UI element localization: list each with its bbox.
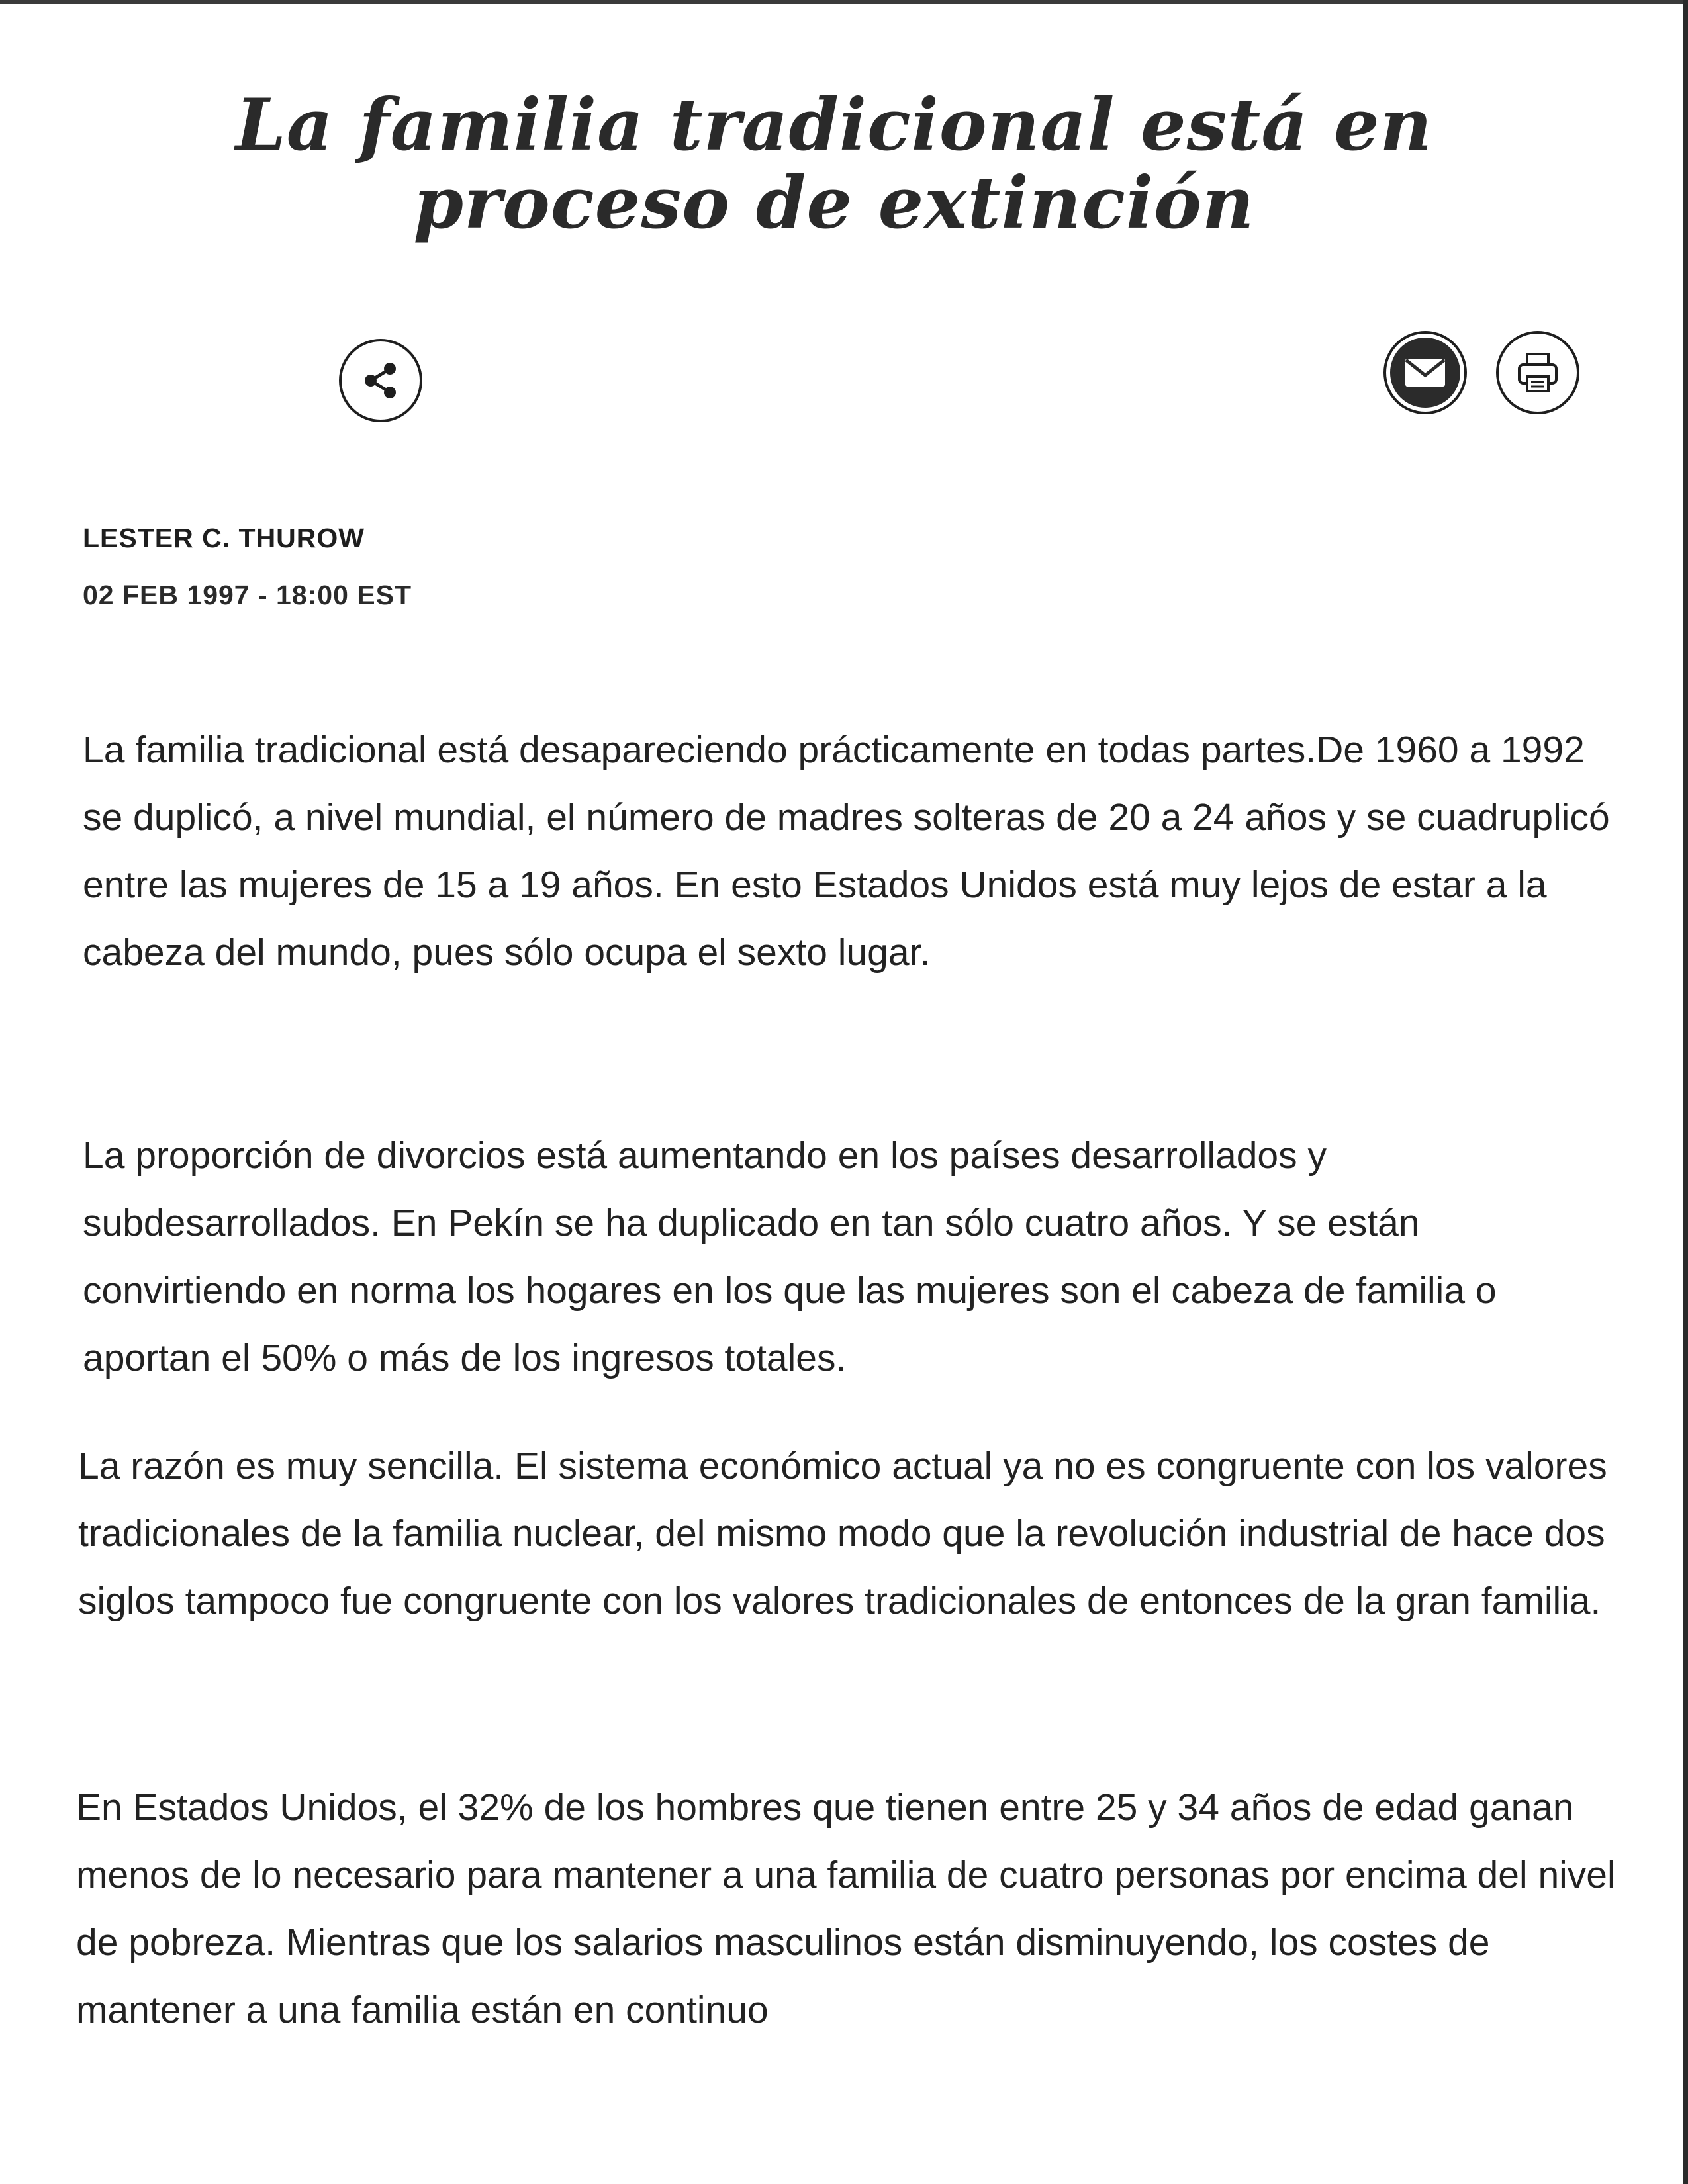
print-button[interactable]	[1496, 331, 1579, 414]
print-icon	[1511, 346, 1564, 399]
article-date: 02 FEB 1997 - 18:00 EST	[83, 580, 412, 610]
article-paragraph: En Estados Unidos, el 32% de los hombres que tienen entre 25 y 34 años de edad ganan menos de lo necesario para mantener a una familia de cuatro personas por encima del nivel de pobreza. Mientras que los salarios masculinos están disminuyendo, los costes de mantener a una familia están en continuo	[76, 1786, 1616, 2031]
article-paragraph: La familia tradicional está desapareciendo prácticamente en todas partes.De 1960 a 1992 se duplicó, a nivel mundial, el número de madres solteras de 20 a 24 años y se cuadruplicó entre las mujeres de 15 a 19 años. En esto Estados Unidos está muy lejos de estar a la cabeza del mundo, pues sólo ocupa el sexto lugar.	[83, 729, 1610, 974]
article-paragraph: La razón es muy sencilla. El sistema económico actual ya no es congruente con los valores tradicionales de la familia nuclear, del mismo modo que la revolución industrial de hace dos siglos tampoco fue congruente con los valores tradicionales de entonces de la gran familia.	[78, 1445, 1607, 1622]
article-paragraph: La proporción de divorcios está aumentando en los países desarrollados y subdesarrollados. En Pekín se ha duplicado en tan sólo cuatro años. Y se están convirtiendo en norma los hogares en los que las mujeres son el cabeza de familia o aportan el 50% o más de los ingresos totales.	[83, 1134, 1497, 1379]
email-button[interactable]	[1383, 331, 1467, 414]
scan-edge-top	[0, 0, 1688, 4]
scan-edge-right	[1683, 0, 1688, 2184]
article-title: La familia tradicional está en proceso de extinción	[235, 83, 1433, 245]
article-author: LESTER C. THUROW	[83, 523, 365, 553]
share-button[interactable]	[339, 339, 422, 422]
share-icon	[357, 357, 404, 404]
mail-icon	[1386, 334, 1464, 412]
